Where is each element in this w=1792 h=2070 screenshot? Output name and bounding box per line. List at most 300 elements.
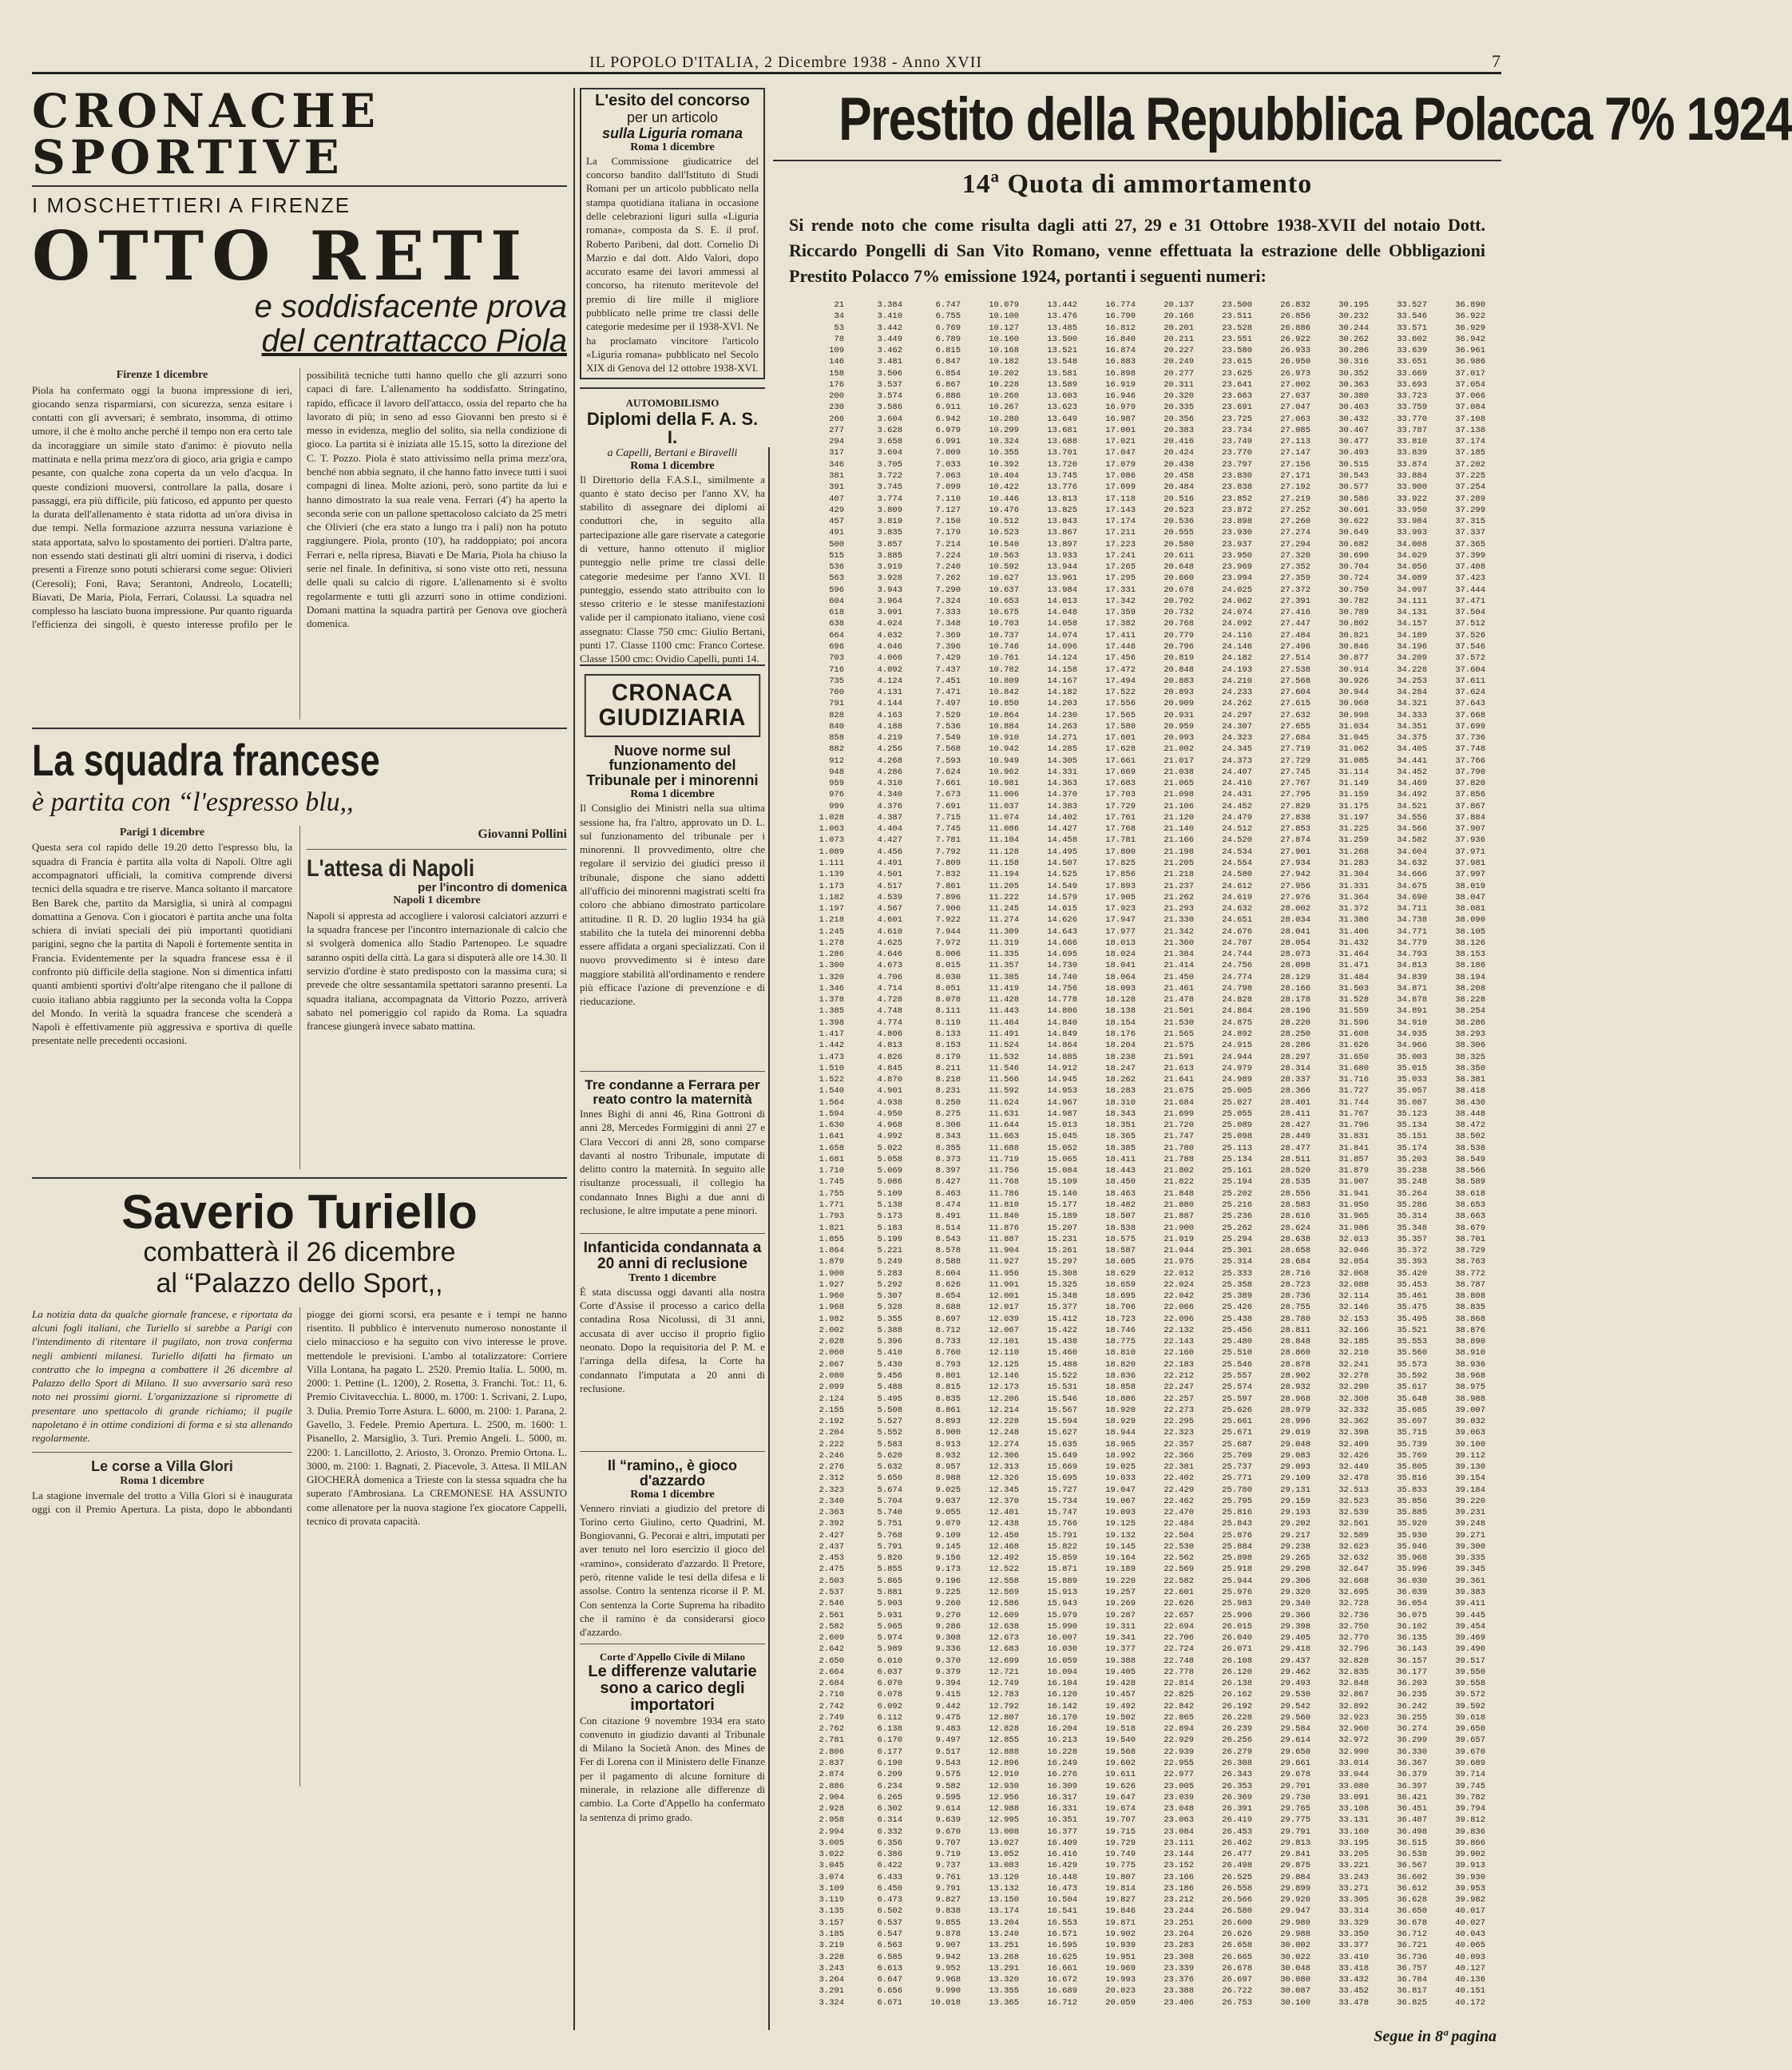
bond-number: 28.848 — [1280, 1337, 1310, 1347]
bond-number: 21.017 — [1164, 755, 1194, 766]
bond-number: 26.162 — [1222, 1690, 1252, 1700]
article-headline: L'attesa di Napoli — [307, 855, 475, 882]
bond-number: 38.968 — [1455, 1370, 1485, 1381]
bond-number: 10.512 — [989, 517, 1019, 527]
bond-number: 3.384 — [877, 300, 902, 310]
bond-number: 11.319 — [989, 938, 1019, 948]
bond-number: 8.712 — [935, 1325, 961, 1335]
bond-number: 37.820 — [1455, 779, 1485, 789]
bond-number: 26.886 — [1280, 323, 1310, 333]
bond-number: 32.796 — [1338, 1644, 1369, 1655]
bond-number: 36.135 — [1397, 1633, 1427, 1644]
bond-number: 34.521 — [1397, 801, 1427, 811]
bond-number: 29.109 — [1280, 1473, 1310, 1484]
bond-number: 11.532 — [989, 1052, 1019, 1062]
bond-number: 20.732 — [1164, 608, 1194, 618]
bond-number: 10.422 — [989, 482, 1019, 493]
bond-number: 15.871 — [1047, 1564, 1077, 1575]
bond-number: 9.827 — [935, 1895, 961, 1905]
bond-number: 34.675 — [1397, 881, 1427, 891]
bond-number: 32.013 — [1338, 1234, 1369, 1244]
bond-number: 16.007 — [1047, 1633, 1077, 1644]
bond-number: 15.635 — [1047, 1439, 1077, 1449]
bond-number: 2.749 — [819, 1712, 844, 1723]
article-headline: Tre condanne a Ferrara per reato contro la maternità — [585, 1077, 760, 1108]
bond-number: 20.277 — [1164, 368, 1194, 379]
bond-number: 26.015 — [1222, 1621, 1252, 1632]
bond-number: 17.265 — [1105, 562, 1136, 573]
bond-number: 17.761 — [1105, 812, 1136, 823]
bond-number: 176 — [829, 379, 844, 390]
bond-number: 31.596 — [1338, 1017, 1369, 1028]
bond-number: 29.614 — [1280, 1735, 1310, 1746]
bond-number: 18.575 — [1105, 1234, 1136, 1244]
bond-number: 1.320 — [819, 972, 844, 982]
bond-number: 31.965 — [1338, 1211, 1369, 1222]
bond-number: 20.137 — [1164, 300, 1194, 310]
bond-number: 25.098 — [1222, 1132, 1252, 1142]
bond-number: 36.986 — [1455, 357, 1485, 367]
bond-number: 13.132 — [989, 1883, 1019, 1894]
bond-number: 2.664 — [819, 1667, 844, 1677]
bond-number: 34.008 — [1397, 539, 1427, 549]
bond-number: 40.043 — [1455, 1929, 1485, 1939]
bond-number: 12.173 — [989, 1382, 1019, 1393]
bond-number: 25.005 — [1222, 1086, 1252, 1096]
bond-number: 11.566 — [989, 1075, 1019, 1085]
bond-number: 14.806 — [1047, 1006, 1077, 1017]
bond-number: 10.355 — [989, 448, 1019, 458]
bond-number: 2.886 — [819, 1781, 844, 1791]
bond-number: 20.166 — [1164, 311, 1194, 322]
bond-number: 33.759 — [1397, 402, 1427, 413]
bond-number: 17.856 — [1105, 870, 1136, 880]
bond-number: 17.382 — [1105, 619, 1136, 629]
bond-number: 23.111 — [1164, 1838, 1194, 1848]
bond-number: 8.654 — [935, 1291, 961, 1302]
bond-number: 4.601 — [877, 915, 902, 926]
bond-number: 18.706 — [1105, 1303, 1136, 1313]
bond-number: 33.044 — [1338, 1770, 1369, 1780]
bond-number: 32.923 — [1338, 1712, 1369, 1723]
bond-number: 27.767 — [1280, 779, 1310, 789]
bond-number: 34.690 — [1397, 892, 1427, 902]
bond-number: 11.074 — [989, 812, 1019, 823]
bond-number: 2.453 — [819, 1553, 844, 1564]
bond-number: 200 — [829, 391, 844, 402]
bond-number: 7.832 — [935, 870, 961, 880]
bond-number: 23.186 — [1164, 1883, 1194, 1894]
bond-number: 976 — [829, 790, 844, 800]
bond-number: 15.348 — [1047, 1291, 1077, 1302]
bond-number: 3.919 — [877, 562, 902, 573]
bond-number: 22.894 — [1164, 1724, 1194, 1735]
bond-number: 31.680 — [1338, 1063, 1369, 1073]
bond-number: 35.930 — [1397, 1530, 1427, 1541]
bond-number: 29.542 — [1280, 1701, 1310, 1711]
bond-number: 38.975 — [1455, 1382, 1485, 1393]
article-headline: L'esito del concorso — [595, 92, 750, 109]
bond-number: 26.832 — [1280, 300, 1310, 310]
bond-number: 4.706 — [877, 972, 902, 982]
bond-number: 3.628 — [877, 425, 902, 435]
bond-number: 2.582 — [819, 1621, 844, 1632]
bond-number: 19.269 — [1105, 1599, 1136, 1609]
bond-number: 28.196 — [1280, 1006, 1310, 1017]
bond-number: 1.594 — [819, 1108, 844, 1119]
bond-number: 9.907 — [935, 1941, 961, 1951]
bond-number: 31.744 — [1338, 1097, 1369, 1108]
bond-number: 18.886 — [1105, 1394, 1136, 1404]
bond-number: 23.511 — [1222, 311, 1252, 322]
bond-number: 22.366 — [1164, 1450, 1194, 1461]
bond-number: 19.846 — [1105, 1906, 1136, 1917]
bond-number: 14.756 — [1047, 983, 1077, 993]
bond-number: 2.806 — [819, 1747, 844, 1757]
bond-number: 32.046 — [1338, 1246, 1369, 1256]
bond-number: 6.386 — [877, 1850, 902, 1860]
bond-number: 21.330 — [1164, 915, 1194, 926]
bond-number: 6.563 — [877, 1941, 902, 1951]
bond-number: 4.950 — [877, 1108, 902, 1119]
bond-number: 17.079 — [1105, 459, 1136, 470]
bond-number: 4.092 — [877, 664, 902, 675]
bond-number: 13.681 — [1047, 425, 1077, 435]
bond-number: 26.228 — [1222, 1712, 1252, 1723]
bond-number: 14.158 — [1047, 664, 1077, 675]
bond-number: 18.836 — [1105, 1370, 1136, 1381]
bond-number: 24.345 — [1222, 744, 1252, 755]
bond-number: 407 — [829, 494, 844, 504]
bond-number: 31.950 — [1338, 1200, 1369, 1210]
bond-number: 24.262 — [1222, 699, 1252, 709]
bond-number: 28.166 — [1280, 983, 1310, 993]
bond-number: 17.118 — [1105, 494, 1136, 504]
bond-number: 21.205 — [1164, 859, 1194, 869]
bond-number: 24.479 — [1222, 812, 1252, 823]
bond-number: 36.721 — [1397, 1941, 1427, 1951]
bond-number: 20.893 — [1164, 688, 1194, 698]
bond-number: 33.669 — [1397, 368, 1427, 379]
bond-number: 38.808 — [1455, 1291, 1485, 1302]
bond-number: 11.357 — [989, 961, 1019, 971]
bond-number: 30.914 — [1338, 664, 1369, 675]
bond-number: 35.968 — [1397, 1553, 1427, 1564]
bond-number: 34.351 — [1397, 721, 1427, 732]
bond-number: 10.202 — [989, 368, 1019, 379]
bond-number: 18.450 — [1105, 1177, 1136, 1188]
bond-number: 22.724 — [1164, 1644, 1194, 1655]
bond-number: 34.771 — [1397, 926, 1427, 937]
bond-number: 11.464 — [989, 1017, 1019, 1028]
bond-number: 33.478 — [1338, 1997, 1369, 2008]
bond-number: 9.260 — [935, 1599, 961, 1609]
bond-number: 17.683 — [1105, 779, 1136, 789]
bond-number: 37.748 — [1455, 744, 1485, 755]
bond-number: 25.480 — [1222, 1337, 1252, 1347]
bond-number: 21.038 — [1164, 767, 1194, 777]
bond-number: 14.626 — [1047, 915, 1077, 926]
number-column — [965, 299, 1019, 2009]
bond-number: 35.560 — [1397, 1348, 1427, 1358]
bond-number: 33.329 — [1338, 1917, 1369, 1928]
bond-number: 33.080 — [1338, 1781, 1369, 1791]
bond-number: 13.603 — [1047, 391, 1077, 402]
section-title-sports: CRONACHE SPORTIVE — [32, 88, 567, 187]
bond-number: 19.047 — [1105, 1485, 1136, 1495]
bond-number: 37.643 — [1455, 699, 1485, 709]
bond-number: 15.488 — [1047, 1359, 1077, 1370]
bond-number: 5.704 — [877, 1496, 902, 1506]
bond-number: 26.462 — [1222, 1838, 1252, 1848]
bond-number: 26.108 — [1222, 1656, 1252, 1666]
bond-number: 22.626 — [1164, 1599, 1194, 1609]
bond-number: 13.268 — [989, 1952, 1019, 1962]
bond-number: 25.884 — [1222, 1541, 1252, 1552]
bond-number: 7.497 — [935, 699, 961, 709]
bond-number: 17.893 — [1105, 881, 1136, 891]
bond-number: 146 — [829, 357, 844, 367]
article-text: Questa sera col rapido delle 19.20 detto l'espresso blu, la squadra di Francia è partita alla volta di Napoli. Oltre agli accompagnatori ufficiali, la comitiva comprende diversi tecnici della squadra e tre riserve. Manca soltanto il marcatore Ben Barek che, partito da Marsiglia, si unirà al compagni domattina a Genova. Con i giocatori è partita anche una folta schiera di inviati speciali dei più importanti quotidiani parigini, segno che la partita di Napoli è fortemente sentita in Francia. Evidentemente per la squadra francese essa è il confronto più difficile della stagione. Non si dimentica infatti quanti ambienti sportivi d'oltr'alpe ritengano che il pallone di cuoio italiano abbia raggiunto per la seconda volta la Coppa del Mondo. In verità la squadra francese che scenderà a Napoli è effettivamente più aggressiva e sportiva di quelle presentate nelle precedenti occasioni. — [32, 841, 292, 1047]
bond-number: 6.747 — [935, 300, 961, 310]
bond-number: 22.183 — [1164, 1359, 1194, 1370]
bond-number: 5.989 — [877, 1644, 902, 1655]
bond-number: 40.136 — [1455, 1975, 1485, 1985]
bond-number: 17.923 — [1105, 904, 1136, 914]
bond-number: 19.125 — [1105, 1519, 1136, 1529]
bond-number: 26.477 — [1222, 1850, 1252, 1860]
bond-number: 39.130 — [1455, 1462, 1485, 1473]
bond-number: 32.513 — [1338, 1485, 1369, 1495]
bond-number: 30.724 — [1338, 573, 1369, 584]
bond-number: 12.930 — [989, 1781, 1019, 1791]
bond-number: 11.385 — [989, 972, 1019, 982]
bond-number: 40.017 — [1455, 1906, 1485, 1917]
bond-number: 18.507 — [1105, 1211, 1136, 1222]
bond-number: 8.231 — [935, 1086, 961, 1096]
bond-number: 25.262 — [1222, 1223, 1252, 1233]
bond-number: 14.967 — [1047, 1097, 1077, 1108]
bond-number: 14.840 — [1047, 1017, 1077, 1028]
bond-number: 20.819 — [1164, 653, 1194, 664]
bond-number: 18.723 — [1105, 1314, 1136, 1324]
bond-number: 20.059 — [1105, 1997, 1136, 2008]
bond-number: 828 — [829, 710, 844, 720]
bond-number: 39.032 — [1455, 1417, 1485, 1427]
bond-number: 6.769 — [935, 323, 961, 333]
bond-number: 2.561 — [819, 1610, 844, 1620]
bond-number: 31.225 — [1338, 824, 1369, 835]
bond-number: 16.883 — [1105, 357, 1136, 367]
bond-number: 32.210 — [1338, 1348, 1369, 1358]
bond-number: 30.586 — [1338, 494, 1369, 504]
bond-number: 14.096 — [1047, 641, 1077, 652]
article-subhead: è partita con “l'espresso blu,, — [32, 787, 354, 817]
bond-number: 26.697 — [1222, 1975, 1252, 1985]
bond-number: 24.580 — [1222, 870, 1252, 880]
bond-number: 8.913 — [935, 1439, 961, 1449]
bond-number: 39.445 — [1455, 1610, 1485, 1620]
dateline: Napoli 1 dicembre — [393, 894, 481, 907]
bond-number: 14.058 — [1047, 619, 1077, 629]
bond-number: 3.185 — [819, 1929, 844, 1939]
bond-number: 30.515 — [1338, 459, 1369, 470]
bond-number: 13.984 — [1047, 585, 1077, 595]
bond-number: 33.418 — [1338, 1963, 1369, 1973]
bond-number: 15.943 — [1047, 1599, 1077, 1609]
bond-number: 16.120 — [1047, 1690, 1077, 1700]
bond-number: 29.530 — [1280, 1690, 1310, 1700]
bond-number: 17.905 — [1105, 892, 1136, 902]
bond-number: 7.745 — [935, 824, 961, 835]
bond-number: 19.341 — [1105, 1633, 1136, 1644]
bond-number: 21.887 — [1164, 1211, 1194, 1222]
bond-number: 29.202 — [1280, 1519, 1310, 1529]
bond-number: 18.128 — [1105, 995, 1136, 1005]
bond-number: 35.238 — [1397, 1166, 1427, 1176]
bond-number: 5.488 — [877, 1382, 902, 1393]
bond-number: 34.604 — [1397, 847, 1427, 857]
bond-number: 22.504 — [1164, 1530, 1194, 1541]
bond-number: 38.472 — [1455, 1120, 1485, 1131]
bond-number: 14.953 — [1047, 1086, 1077, 1096]
bond-number: 36.890 — [1455, 300, 1485, 310]
bond-number: 28.860 — [1280, 1348, 1310, 1358]
bond-number: 17.359 — [1105, 608, 1136, 618]
bond-number: 3.586 — [877, 402, 902, 413]
bond-number: 36.299 — [1397, 1735, 1427, 1746]
bond-number: 26.558 — [1222, 1883, 1252, 1894]
bond-number: 24.416 — [1222, 779, 1252, 789]
bond-number: 8.133 — [935, 1029, 961, 1039]
bond-number: 36.817 — [1397, 1986, 1427, 1997]
bond-number: 14.945 — [1047, 1075, 1077, 1085]
bond-number: 22.402 — [1164, 1473, 1194, 1484]
bond-number: 31.464 — [1338, 950, 1369, 960]
bond-number: 29.462 — [1280, 1667, 1310, 1677]
bond-number: 840 — [829, 721, 844, 732]
bond-number: 36.235 — [1397, 1690, 1427, 1700]
bond-number: 18.411 — [1105, 1154, 1136, 1164]
bond-number: 23.152 — [1164, 1861, 1194, 1871]
bond-number: 15.747 — [1047, 1508, 1077, 1518]
bond-number: 27.219 — [1280, 494, 1310, 504]
bond-number: 27.632 — [1280, 710, 1310, 720]
bond-number: 696 — [829, 641, 844, 652]
bond-number: 14.271 — [1047, 733, 1077, 744]
bond-number: 27.274 — [1280, 528, 1310, 538]
bond-number: 39.490 — [1455, 1644, 1485, 1655]
bond-number: 5.791 — [877, 1541, 902, 1552]
bond-number: 11.631 — [989, 1108, 1019, 1119]
bond-number: 31.727 — [1338, 1086, 1369, 1096]
bond-number: 25.202 — [1222, 1188, 1252, 1199]
bond-number: 30.100 — [1280, 1997, 1310, 2008]
bond-number: 4.163 — [877, 710, 902, 720]
bond-number: 4.491 — [877, 859, 902, 869]
bond-number: 21.975 — [1164, 1257, 1194, 1267]
bond-number: 23.691 — [1222, 402, 1252, 413]
bond-number: 35.769 — [1397, 1450, 1427, 1461]
bond-number: 4.131 — [877, 688, 902, 698]
bond-number: 664 — [829, 630, 844, 640]
bond-number: 25.314 — [1222, 1257, 1252, 1267]
bond-number: 19.540 — [1105, 1735, 1136, 1746]
bond-number: 16.840 — [1105, 334, 1136, 344]
bond-number: 30.467 — [1338, 425, 1369, 435]
bond-number: 37.611 — [1455, 676, 1485, 686]
bond-number: 28.073 — [1280, 950, 1310, 960]
bond-number: 35.885 — [1397, 1508, 1427, 1518]
bond-number: 11.205 — [989, 881, 1019, 891]
bond-number: 20.484 — [1164, 482, 1194, 493]
bond-number: 21.944 — [1164, 1246, 1194, 1256]
bond-number: 30.087 — [1280, 1986, 1310, 1997]
bond-number: 40.151 — [1455, 1986, 1485, 1997]
bond-number: 5.183 — [877, 1223, 902, 1233]
bond-number: 16.213 — [1047, 1735, 1077, 1746]
bond-number: 23.500 — [1222, 300, 1252, 310]
bond-number: 24.707 — [1222, 938, 1252, 948]
bond-number: 19.993 — [1105, 1975, 1136, 1985]
bond-number: 27.372 — [1280, 585, 1310, 595]
bond-number: 4.714 — [877, 983, 902, 993]
bond-number: 23.770 — [1222, 448, 1252, 458]
bond-number: 2.340 — [819, 1496, 844, 1506]
bond-number: 39.866 — [1455, 1838, 1485, 1848]
bond-number: 9.225 — [935, 1588, 961, 1598]
bond-number: 11.719 — [989, 1154, 1019, 1164]
bond-number: 35.617 — [1397, 1382, 1427, 1393]
bond-number: 33.639 — [1397, 346, 1427, 356]
bond-number: 18.929 — [1105, 1417, 1136, 1427]
bond-number: 491 — [829, 528, 844, 538]
bond-number: 38.868 — [1455, 1314, 1485, 1324]
bond-number: 37.084 — [1455, 402, 1485, 413]
bond-number: 24.756 — [1222, 961, 1252, 971]
bond-number: 37.526 — [1455, 630, 1485, 640]
bond-number: 35.015 — [1397, 1063, 1427, 1073]
dateline: Roma 1 dicembre — [120, 1474, 204, 1487]
bond-number: 31.503 — [1338, 983, 1369, 993]
bond-number: 35.393 — [1397, 1257, 1427, 1267]
bond-number: 24.744 — [1222, 950, 1252, 960]
bond-number: 4.144 — [877, 699, 902, 709]
bond-number: 32.409 — [1338, 1439, 1369, 1449]
bond-number: 14.048 — [1047, 608, 1077, 618]
bond-number: 38.663 — [1455, 1211, 1485, 1222]
bond-number: 4.427 — [877, 835, 902, 846]
bond-number: 638 — [829, 619, 844, 629]
bond-number: 21.478 — [1164, 995, 1194, 1005]
bond-number: 36.538 — [1397, 1850, 1427, 1860]
bond-number: 8.543 — [935, 1234, 961, 1244]
bond-number: 15.727 — [1047, 1485, 1077, 1495]
bond-number: 33.221 — [1338, 1861, 1369, 1871]
bond-number: 28.511 — [1280, 1154, 1310, 1164]
bond-number: 15.297 — [1047, 1257, 1077, 1267]
bond-number: 8.957 — [935, 1462, 961, 1473]
bond-number: 8.578 — [935, 1246, 961, 1256]
bond-number: 39.836 — [1455, 1826, 1485, 1837]
bond-number: 19.647 — [1105, 1792, 1136, 1802]
bond-number: 16.030 — [1047, 1644, 1077, 1655]
bond-number: 716 — [829, 664, 844, 675]
bond-number: 16.712 — [1047, 1997, 1077, 2008]
bond-number: 29.083 — [1280, 1450, 1310, 1461]
bond-number: 1.278 — [819, 938, 844, 948]
bond-number: 29.093 — [1280, 1462, 1310, 1473]
